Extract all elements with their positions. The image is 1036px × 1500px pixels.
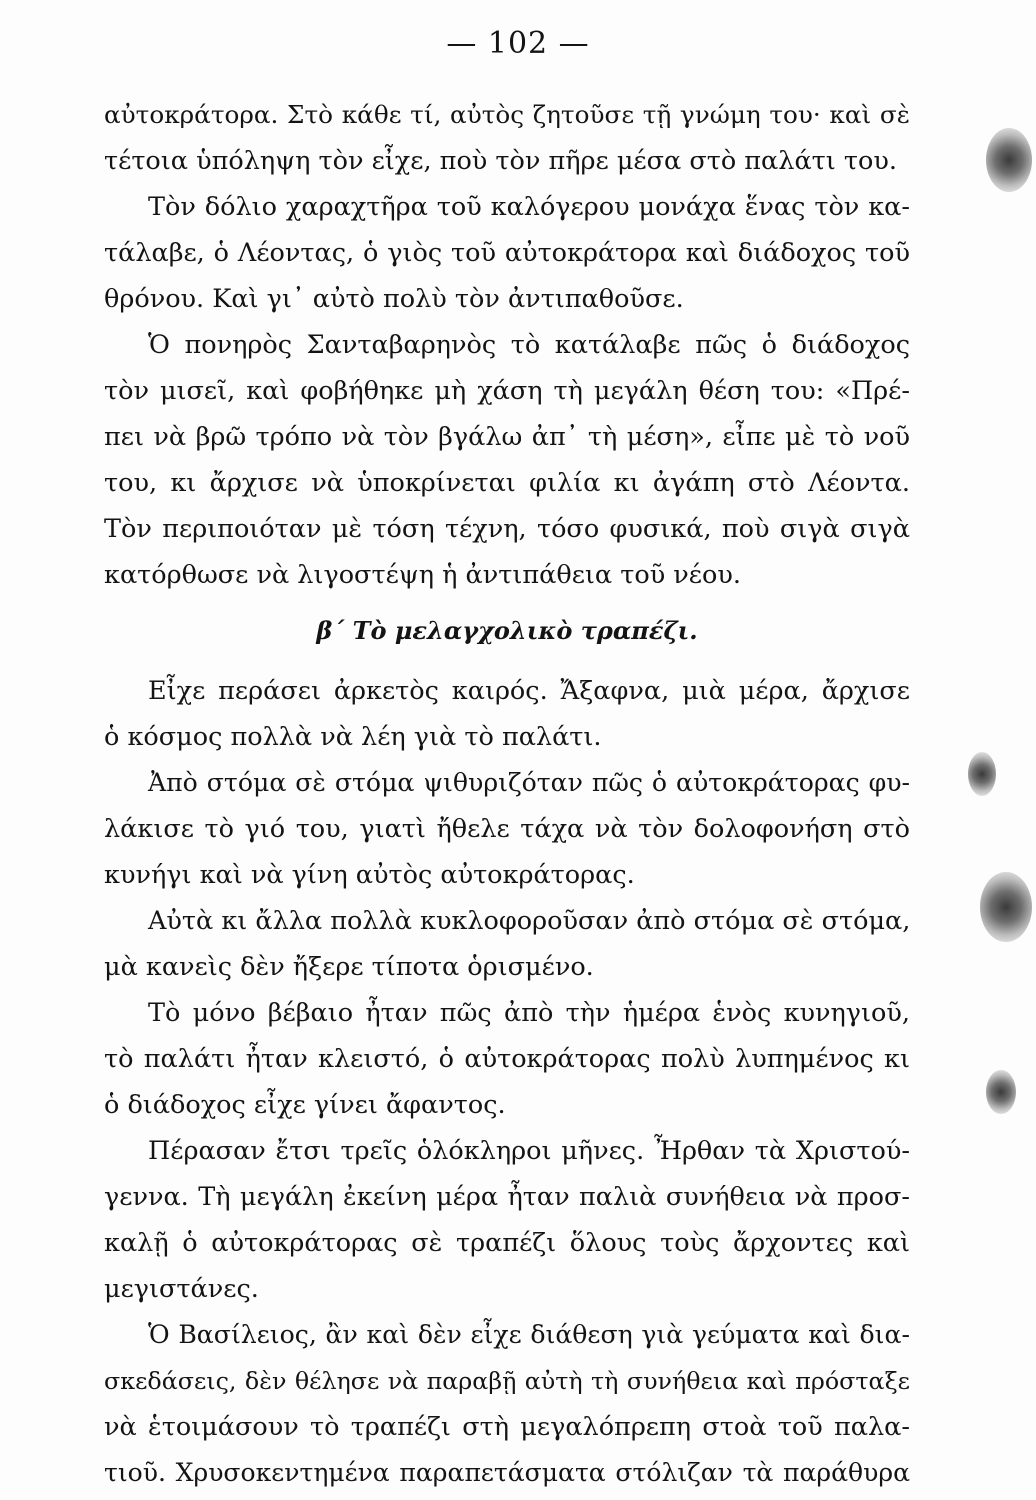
text-line: Ἀπὸ στόμα σὲ στόμα ψιθυριζόταν πῶς ὁ αὐτοκράτορας φυ- xyxy=(148,768,910,797)
page-number: — 102 — xyxy=(446,26,590,61)
text-line: γεννα. Τὴ μεγάλη ἐκείνη μέρα ἦταν παλιὰ συνήθεια νὰ προσ- xyxy=(104,1182,910,1212)
text-line: καλῇ ὁ αὐτοκράτορας σὲ τραπέζι ὅλους τοὺς ἄρχοντες καὶ xyxy=(104,1228,910,1258)
text-line: κυνήγι καὶ νὰ γίνη αὐτὸς αὐτοκράτορας. xyxy=(104,860,635,890)
text-line: σκεδάσεις, δὲν θέλησε νὰ παραβῇ αὐτὴ τὴ συνήθεια καὶ πρόσταξε xyxy=(104,1367,910,1395)
text-line: Αὐτὰ κι ἄλλα πολλὰ κυκλοφοροῦσαν ἀπὸ στόμα σὲ στόμα, xyxy=(148,906,911,936)
text-line: ὁ διάδοχος εἶχε γίνει ἄφαντος. xyxy=(104,1090,506,1120)
chapter-heading: β΄ Τὸ μελαγχολικὸ τραπέζι. xyxy=(316,616,698,645)
body-text xyxy=(104,92,910,1496)
text-line: μὰ κανεὶς δὲν ἤξερε τίποτα ὁρισμένο. xyxy=(104,952,594,982)
text-line: τιοῦ. Χρυσοκεντημένα παραπετάσματα στόλιζαν τὰ παράθυρα xyxy=(104,1458,910,1487)
text-line: τέτοια ὑπόληψη τὸν εἶχε, ποὺ τὸν πῆρε μέσα στὸ παλάτι του. xyxy=(104,146,897,176)
text-line: Τὸν περιποιόταν μὲ τόση τέχνη, τόσο φυσικά, ποὺ σιγὰ σιγὰ xyxy=(104,514,910,544)
text-line: του, κι ἄρχισε νὰ ὑποκρίνεται φιλία κι ἀγάπη στὸ Λέοντα. xyxy=(104,468,910,498)
text-line: θρόνου. Καὶ γι᾽ αὐτὸ πολὺ τὸν ἀντιπαθοῦσε. xyxy=(104,284,684,314)
paper-stain xyxy=(968,752,996,796)
text-line: τὸ παλάτι ἦταν κλειστό, ὁ αὐτοκράτορας πολὺ λυπημένος κι xyxy=(104,1044,910,1074)
paper-stain xyxy=(986,1070,1016,1114)
text-line: αὐτοκράτορα. Στὸ κάθε τί, αὐτὸς ζητοῦσε τῇ γνώμη του· καὶ σὲ xyxy=(104,100,910,129)
text-section-before-heading xyxy=(104,92,910,598)
text-line: Τὸ μόνο βέβαιο ἦταν πῶς ἀπὸ τὴν ἡμέρα ἑνὸς κυνηγιοῦ, xyxy=(148,998,910,1028)
text-line: μεγιστάνες. xyxy=(104,1274,259,1304)
text-line: τὸν μισεῖ, καὶ φοβήθηκε μὴ χάση τὴ μεγάλη θέση του: «Πρέ- xyxy=(104,376,910,406)
paper-stain xyxy=(980,872,1032,942)
text-line: Εἶχε περάσει ἀρκετὸς καιρός. Ἄξαφνα, μιὰ μέρα, ἄρχισε xyxy=(148,676,910,706)
text-line: πει νὰ βρῶ τρόπο νὰ τὸν βγάλω ἀπ᾽ τὴ μέση», εἶπε μὲ τὸ νοῦ xyxy=(104,422,910,452)
text-line: νὰ ἑτοιμάσουν τὸ τραπέζι στὴ μεγαλόπρεπη στοὰ τοῦ παλα- xyxy=(104,1412,910,1442)
text-line: Ὁ Βασίλειος, ἂν καὶ δὲν εἶχε διάθεση γιὰ γεύματα καὶ δια- xyxy=(148,1320,910,1349)
text-line: κατόρθωσε νὰ λιγοστέψη ἡ ἀντιπάθεια τοῦ νέου. xyxy=(104,560,741,590)
text-line: Πέρασαν ἔτσι τρεῖς ὁλόκληροι μῆνες. Ἦρθαν τὰ Χριστού- xyxy=(148,1136,910,1166)
text-line: λάκισε τὸ γιό του, γιατὶ ἤθελε τάχα νὰ τὸν δολοφονήση στὸ xyxy=(104,814,910,844)
text-line: τάλαβε, ὁ Λέοντας, ὁ γιὸς τοῦ αὐτοκράτορα καὶ διάδοχος τοῦ xyxy=(104,238,910,268)
text-line: Τὸν δόλιο χαραχτῆρα τοῦ καλόγερου μονάχα ἕνας τὸν κα- xyxy=(148,192,910,222)
text-line: ὁ κόσμος πολλὰ νὰ λέη γιὰ τὸ παλάτι. xyxy=(104,722,602,752)
text-section-after-heading xyxy=(104,668,910,1496)
paper-stain xyxy=(986,128,1032,192)
text-line: Ὁ πονηρὸς Σανταβαρηνὸς τὸ κατάλαβε πῶς ὁ διάδοχος xyxy=(148,330,910,360)
